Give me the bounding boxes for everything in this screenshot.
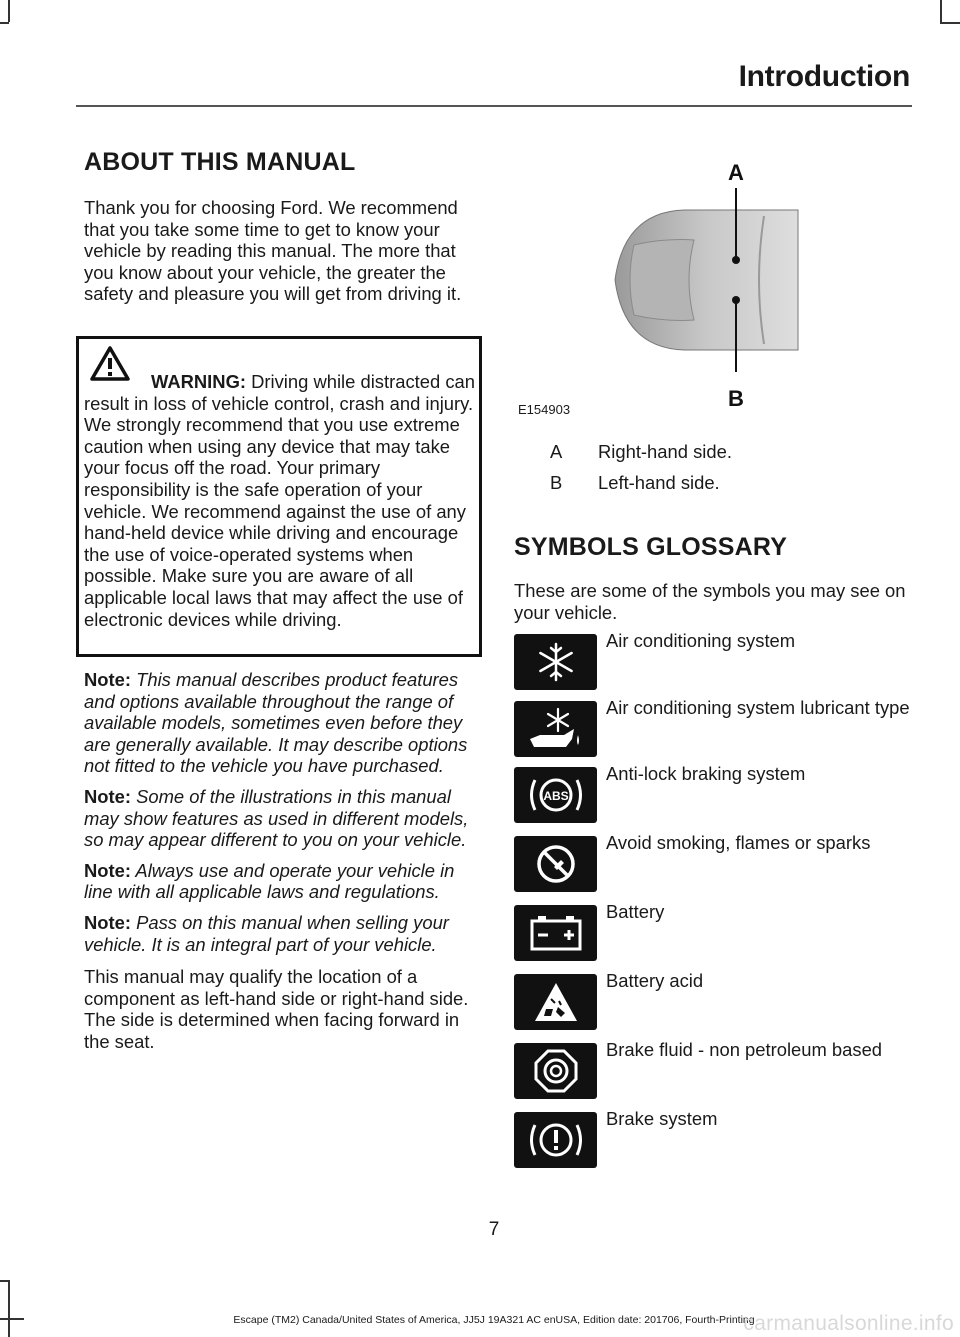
symbol-item	[514, 832, 914, 906]
abs-icon	[514, 767, 597, 823]
header-rule	[76, 105, 912, 107]
about-heading: ABOUT THIS MANUAL	[84, 148, 356, 176]
symbol-label: Brake system	[606, 1108, 718, 1129]
note	[84, 786, 476, 851]
page-header-title: Introduction	[738, 60, 910, 93]
symbol-item	[514, 1039, 914, 1113]
legend-key: B	[550, 472, 563, 493]
symbol-label: Avoid smoking, flames or sparks	[606, 832, 871, 853]
symbol-label: Air conditioning system	[606, 630, 796, 651]
battery-acid-icon	[514, 974, 597, 1030]
car-top-view-illustration	[514, 150, 914, 420]
crop-mark	[8, 0, 10, 22]
side-paragraph: This manual may qualify the location of a component as left-hand side or right-hand side. The side is determined when facing forward in the seat.	[84, 966, 469, 1052]
brake-system-icon	[514, 1112, 597, 1168]
battery-icon	[514, 905, 597, 961]
figure-code: E154903	[518, 402, 571, 417]
no-smoking-icon	[514, 836, 597, 892]
symbol-label: Brake fluid - non petroleum based	[606, 1039, 883, 1060]
note-label: Note:	[84, 911, 131, 933]
symbol-item	[514, 901, 914, 975]
warning-label: WARNING:	[151, 371, 247, 392]
symbol-label: Air conditioning system lubricant type	[606, 697, 910, 718]
note	[84, 669, 476, 777]
note-text: Pass on this manual when selling your vehicle. It is an integral part of your vehicle.	[84, 911, 449, 955]
about-intro: Thank you for choosing Ford. We recommend that you take some time to get to know your vehicle by reading this manual. The more that you know about your vehicle, the greater the safety and pleasure you will get from driving it.	[84, 197, 462, 304]
abs-text: ABS	[542, 789, 569, 803]
note-text: This manual describes product features and options available throughout the range of available models, sometimes even before they are generally available. It may describe options not fitted to the vehicle you have purchased.	[84, 669, 468, 777]
crop-mark	[0, 22, 9, 24]
legend-row	[514, 472, 914, 494]
crop-mark	[940, 22, 960, 24]
about-section	[84, 148, 476, 305]
figure-label-a: A	[728, 160, 744, 185]
legend-text: Right-hand side.	[598, 441, 732, 462]
note-label: Note:	[84, 669, 131, 690]
note	[84, 912, 476, 955]
crop-mark	[940, 0, 942, 22]
symbol-label: Battery acid	[606, 970, 704, 991]
symbol-label: Anti-lock braking system	[606, 763, 806, 784]
ac-lubricant-icon	[514, 701, 597, 757]
legend-text: Left-hand side.	[598, 472, 720, 493]
warning-box	[76, 336, 482, 657]
crop-mark	[0, 1280, 9, 1282]
watermark: carmanualsonline.info	[743, 1312, 954, 1335]
symbol-item	[514, 1108, 914, 1182]
symbols-intro: These are some of the symbols you may see on your vehicle.	[514, 580, 906, 623]
symbol-label: Battery	[606, 901, 665, 922]
note	[84, 860, 476, 903]
crop-mark	[8, 1280, 10, 1337]
legend-row	[514, 441, 914, 463]
page-number: 7	[488, 1219, 500, 1240]
symbol-item	[514, 763, 914, 837]
legend-key: A	[550, 441, 563, 462]
figure-label-b: B	[728, 386, 744, 411]
symbol-item	[514, 697, 914, 771]
note-text: Some of the illustrations in this manual may show features as used in different models, so may appear different to you on your vehicle.	[84, 785, 469, 851]
notes-section	[84, 669, 476, 1052]
note-label: Note:	[84, 859, 131, 881]
figure-legend	[514, 441, 914, 503]
note-label: Note:	[84, 785, 131, 807]
brake-fluid-icon	[514, 1043, 597, 1099]
symbol-item	[514, 970, 914, 1044]
page-footer: Escape (TM2) Canada/United States of America, JJ5J 19A321 AC enUSA, Edition date: 201706, Fourth-Printing	[233, 1314, 755, 1326]
symbol-item	[514, 630, 914, 704]
snowflake-icon	[514, 634, 597, 690]
symbols-heading: SYMBOLS GLOSSARY	[514, 533, 788, 561]
note-text: Always use and operate your vehicle in line with all applicable laws and regulations.	[84, 859, 455, 903]
warning-body: Driving while distracted can result in loss of vehicle control, crash and injury. We strongly recommend that you use extreme caution when using any device that may take your focus off the road. Your primary responsibility is the safe operation of your vehicle. We recommend against the use of any hand-held device while driving and encourage the use of voice-operated systems when possible. Make sure you are aware of all applicable local laws that may affect the use of electronic devices while driving.	[84, 371, 475, 630]
warning-text	[84, 371, 478, 630]
